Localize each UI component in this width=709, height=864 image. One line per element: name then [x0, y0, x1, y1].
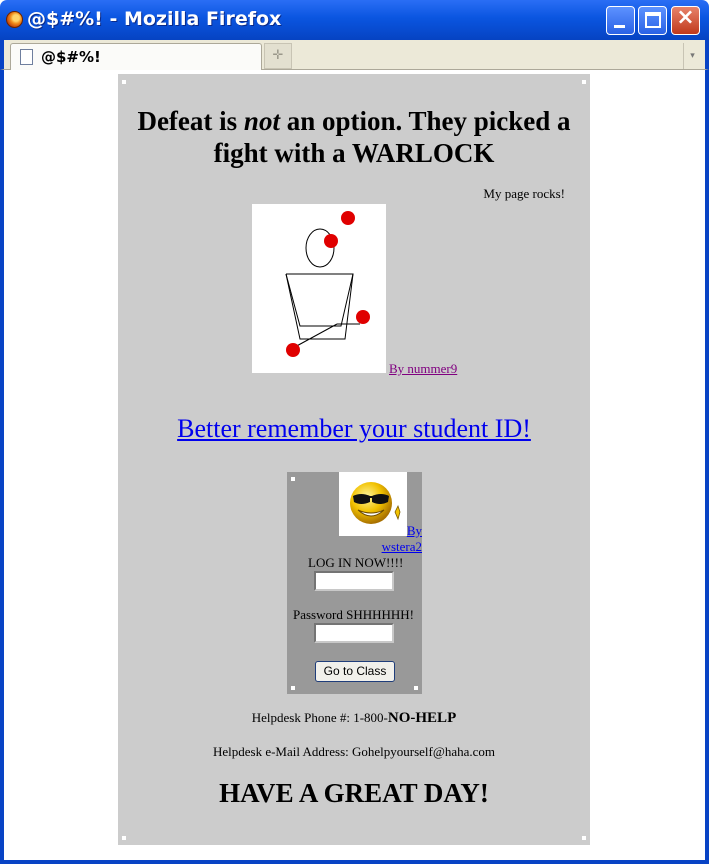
corner-dot: [582, 836, 586, 840]
close-icon: ×: [676, 5, 695, 30]
corner-dot: [291, 686, 295, 690]
footer-message: HAVE A GREAT DAY!: [219, 778, 489, 808]
tagline: My page rocks!: [483, 186, 565, 201]
ball: [324, 234, 338, 248]
ball: [341, 211, 355, 225]
smiley-credit-link[interactable]: By wstera2: [381, 523, 422, 554]
close-button[interactable]: [671, 6, 700, 35]
new-tab-button[interactable]: [264, 43, 292, 69]
corner-dot: [122, 836, 126, 840]
corner-dot: [291, 477, 295, 481]
password-input[interactable]: [314, 623, 394, 643]
window-title: @$#%! - Mozilla Firefox: [27, 8, 282, 30]
username-label: LOG IN NOW!!!!: [308, 555, 404, 570]
tab-current[interactable]: [10, 43, 262, 70]
corner-dot: [122, 80, 126, 84]
chevron-down-icon: ▾: [690, 51, 695, 61]
helpdesk-email: Helpdesk e-Mail Address: Gohelpyourself@haha.com: [212, 744, 495, 759]
minimize-icon: [614, 25, 625, 28]
window-bottom-border: [0, 860, 709, 864]
title-bar[interactable]: [0, 0, 709, 40]
ball: [286, 343, 300, 357]
plus-icon: ✛: [272, 48, 284, 63]
content-card: [118, 74, 590, 845]
corner-dot: [414, 686, 418, 690]
tab-title: @$#%!: [41, 48, 101, 66]
maximize-icon: [645, 12, 661, 28]
page-heading: Defeat is not an option. They picked a fight with a WARLOCK: [137, 106, 571, 168]
corner-dot: [582, 80, 586, 84]
go-to-class-button[interactable]: Go to Class: [315, 661, 395, 682]
juggler-image: [252, 204, 386, 373]
juggler-drawing: [252, 204, 386, 373]
login-panel: [287, 472, 422, 694]
password-label: Password SHHHHHH!: [293, 607, 414, 622]
ball: [356, 310, 370, 324]
username-input[interactable]: [314, 571, 394, 591]
firefox-icon: [6, 11, 23, 28]
image-credit-link[interactable]: By nummer9: [389, 361, 458, 376]
list-all-tabs-button[interactable]: [683, 43, 701, 69]
minimize-button[interactable]: [606, 6, 635, 35]
student-id-link[interactable]: Better remember your student ID!: [177, 414, 531, 443]
maximize-button[interactable]: [638, 6, 667, 35]
helpdesk-phone: Helpdesk Phone #: 1-800-NO-HELP: [251, 710, 457, 726]
page-icon: [20, 49, 33, 65]
tab-strip: [0, 40, 709, 70]
